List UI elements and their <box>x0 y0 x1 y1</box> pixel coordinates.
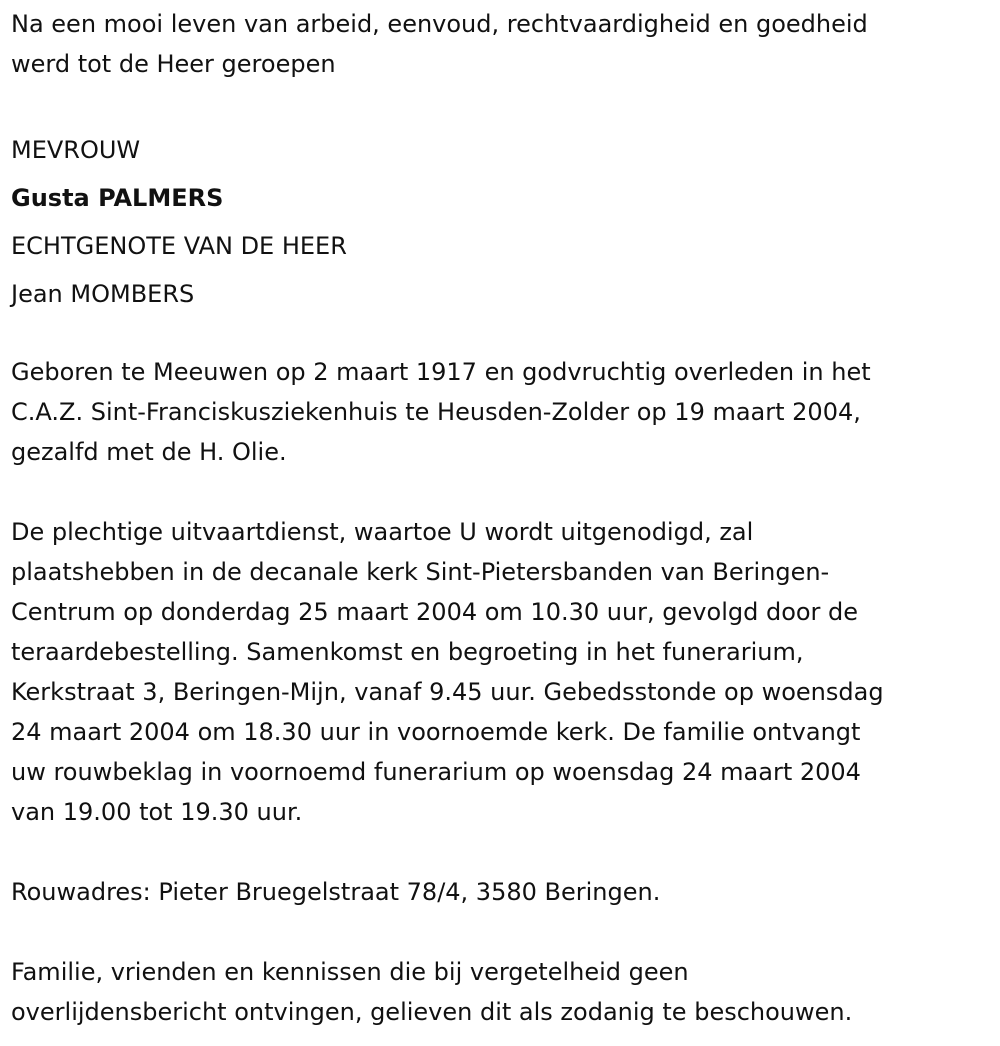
intro-paragraph <box>11 4 986 84</box>
relation-label: ECHTGENOTE VAN DE HEER <box>11 232 347 260</box>
funeral-paragraph <box>11 512 986 832</box>
paragraph-line: Geboren te Meeuwen op 2 maart 1917 en godvruchtig overleden in het <box>11 358 871 386</box>
intro-line: werd tot de Heer geroepen <box>11 50 336 78</box>
paragraph-line: plaatshebben in de decanale kerk Sint-Pietersbanden van Beringen- <box>11 558 830 586</box>
paragraph-line: De plechtige uitvaartdienst, waartoe U wordt uitgenodigd, zal <box>11 518 754 546</box>
paragraph-line: van 19.00 tot 19.30 uur. <box>11 798 303 826</box>
address-paragraph <box>11 872 986 912</box>
paragraph-line: 24 maart 2004 om 18.30 uur in voornoemde kerk. De familie ontvangt <box>11 718 861 746</box>
paragraph-line: C.A.Z. Sint-Franciskusziekenhuis te Heusden-Zolder op 19 maart 2004, <box>11 398 861 426</box>
deceased-block <box>11 126 986 318</box>
spacer <box>11 312 986 352</box>
honorific-title: MEVROUW <box>11 136 141 164</box>
spacer <box>11 84 986 124</box>
mourning-address: Rouwadres: Pieter Bruegelstraat 78/4, 3580 Beringen. <box>11 878 661 906</box>
spacer <box>11 472 986 512</box>
spouse-name: Jean MOMBERS <box>11 280 195 308</box>
closing-paragraph <box>11 952 986 1032</box>
obituary-document <box>11 4 986 1032</box>
intro-line: Na een mooi leven van arbeid, eenvoud, rechtvaardigheid en goedheid <box>11 10 868 38</box>
spacer <box>11 832 986 872</box>
paragraph-line: overlijdensbericht ontvingen, gelieven dit als zodanig te beschouwen. <box>11 998 853 1026</box>
deceased-name: Gusta PALMERS <box>11 184 224 212</box>
birth-death-paragraph <box>11 352 986 472</box>
paragraph-line: uw rouwbeklag in voornoemd funerarium op woensdag 24 maart 2004 <box>11 758 861 786</box>
paragraph-line: gezalfd met de H. Olie. <box>11 438 287 466</box>
paragraph-line: Familie, vrienden en kennissen die bij vergetelheid geen <box>11 958 689 986</box>
paragraph-line: Kerkstraat 3, Beringen-Mijn, vanaf 9.45 uur. Gebedsstonde op woensdag <box>11 678 884 706</box>
paragraph-line: Centrum op donderdag 25 maart 2004 om 10.30 uur, gevolgd door de <box>11 598 859 626</box>
paragraph-line: teraardebestelling. Samenkomst en begroeting in het funerarium, <box>11 638 804 666</box>
spacer <box>11 912 986 952</box>
